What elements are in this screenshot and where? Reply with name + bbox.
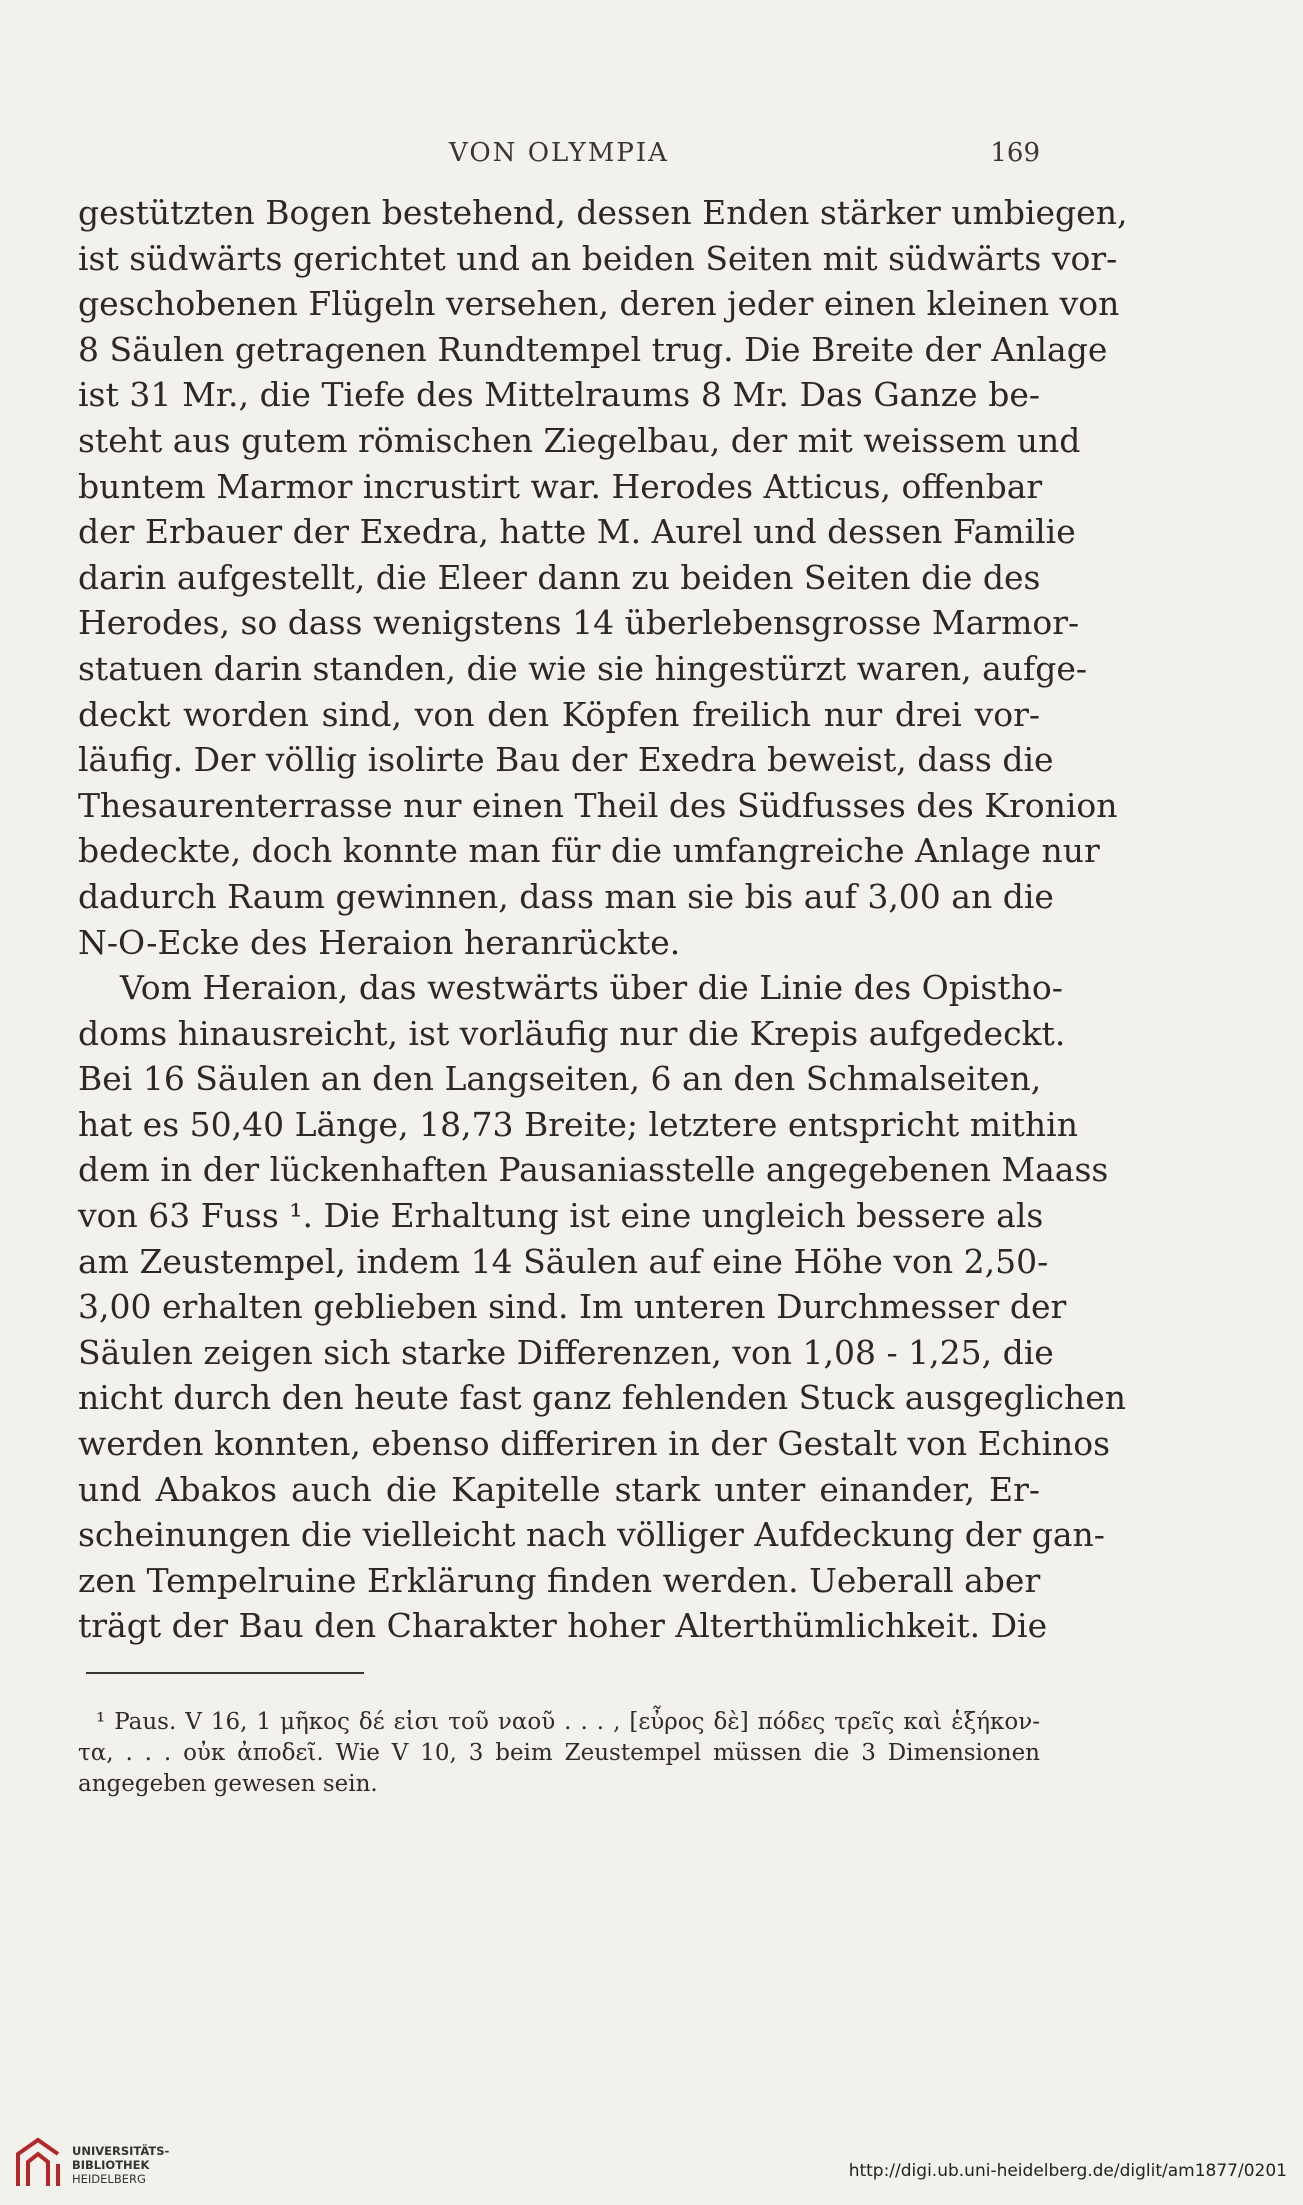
page-header [78, 138, 1040, 178]
institution-name [72, 2144, 169, 2186]
body-text [78, 190, 1128, 1649]
text-line: Säulen zeigen sich starke Differenzen, von 1,08 - 1,25, die [78, 1332, 1054, 1372]
text-line: und Abakos auch die Kapitelle stark unter einander, Er- [78, 1469, 1040, 1509]
text-line: dadurch Raum gewinnen, dass man sie bis auf 3,00 an die [78, 876, 1054, 916]
text-line: statuen darin standen, die wie sie hingestürzt waren, aufge- [78, 648, 1088, 688]
institution-line: UNIVERSITÄTS- [72, 2144, 170, 2158]
text-line: darin aufgestellt, die Eleer dann zu beiden Seiten die des [78, 557, 1041, 597]
text-line: deckt worden sind, von den Köpfen freilich nur drei vor- [78, 694, 1040, 734]
text-line: Bei 16 Säulen an den Langseiten, 6 an den Schmalseiten, [78, 1059, 1042, 1099]
footnotes [78, 1707, 1040, 1800]
text-line: geschobenen Flügeln versehen, deren jeder einen kleinen von [78, 284, 1120, 324]
text-line: zen Tempelruine Erklärung finden werden. Ueberall aber [78, 1560, 1041, 1600]
text-line: am Zeustempel, indem 14 Säulen auf eine Höhe von 2,50- [78, 1241, 1049, 1281]
running-head: VON OLYMPIA [449, 138, 669, 168]
text-line: nicht durch den heute fast ganz fehlenden Stuck ausgeglichen [78, 1378, 1126, 1418]
text-line: ist südwärts gerichtet und an beiden Seiten mit südwärts vor- [78, 238, 1118, 278]
text-line: hat es 50,40 Länge, 18,73 Breite; letztere entspricht mithin [78, 1104, 1078, 1144]
institution-line: HEIDELBERG [72, 2172, 146, 2186]
text-line: bedeckte, doch konnte man für die umfangreiche Anlage nur [78, 831, 1100, 871]
footnote-line: angegeben gewesen sein. [78, 1771, 378, 1797]
text-line: läufig. Der völlig isolirte Bau der Exedra beweist, dass die [78, 740, 1054, 780]
footnote-line: τα, . . . οὐκ ἀποδεῖ. Wie V 10, 3 beim Zeustempel müssen die 3 Dimensionen [78, 1740, 1040, 1766]
paragraph-end-line: N-O-Ecke des Heraion heranrückte. [78, 922, 681, 962]
page-number: 169 [990, 138, 1040, 168]
text-line: dem in der lückenhaften Pausaniasstelle angegebenen Maass [78, 1150, 1109, 1190]
footnote-divider [86, 1672, 364, 1674]
footnote-line: ¹ Paus. V 16, 1 μῆκος δέ εἰσι τοῦ ναοῦ . . . , [εὖρος δὲ] πόδες τρεῖς καὶ ἑξήκον- [96, 1709, 1040, 1735]
text-line: 3,00 erhalten geblieben sind. Im unteren Durchmesser der [78, 1287, 1067, 1327]
text-line: Herodes, so dass wenigstens 14 überlebensgrosse Marmor- [78, 603, 1080, 643]
text-line: trägt der Bau den Charakter hoher Alterthümlichkeit. Die [78, 1606, 1048, 1646]
text-line: buntem Marmor incrustirt war. Herodes Atticus, offenbar [78, 466, 1043, 506]
text-line: scheinungen die vielleicht nach völliger Aufdeckung der gan- [78, 1515, 1105, 1555]
paragraph-start-line: Vom Heraion, das westwärts über die Linie des Opistho- [120, 968, 1063, 1008]
logo-mark [18, 2140, 58, 2186]
text-line: von 63 Fuss ¹. Die Erhaltung ist eine ungleich bessere als [78, 1196, 1044, 1236]
text-line: 8 Säulen getragenen Rundtempel trug. Die Breite der Anlage [78, 329, 1108, 369]
text-line: ist 31 Mr., die Tiefe des Mittelraums 8 Mr. Das Ganze be- [78, 375, 1040, 415]
text-line: steht aus gutem römischen Ziegelbau, der mit weissem und [78, 420, 1081, 460]
text-line: werden konnten, ebenso differiren in der Gestalt von Echinos [78, 1424, 1111, 1464]
text-line: doms hinausreicht, ist vorläufig nur die Krepis aufgedeckt. [78, 1013, 1066, 1053]
library-logo-icon [14, 2134, 62, 2190]
text-line: der Erbauer der Exedra, hatte M. Aurel und dessen Familie [78, 512, 1076, 552]
source-url-link[interactable]: http://digi.ub.uni-heidelberg.de/diglit/am1877/0201 [848, 2161, 1287, 2181]
institution-line: BIBLIOTHEK [72, 2158, 150, 2172]
text-line: Thesaurenterrasse nur einen Theil des Südfusses des Kronion [78, 785, 1118, 825]
text-line: gestützten Bogen bestehend, dessen Enden stärker umbiegen, [78, 193, 1128, 232]
